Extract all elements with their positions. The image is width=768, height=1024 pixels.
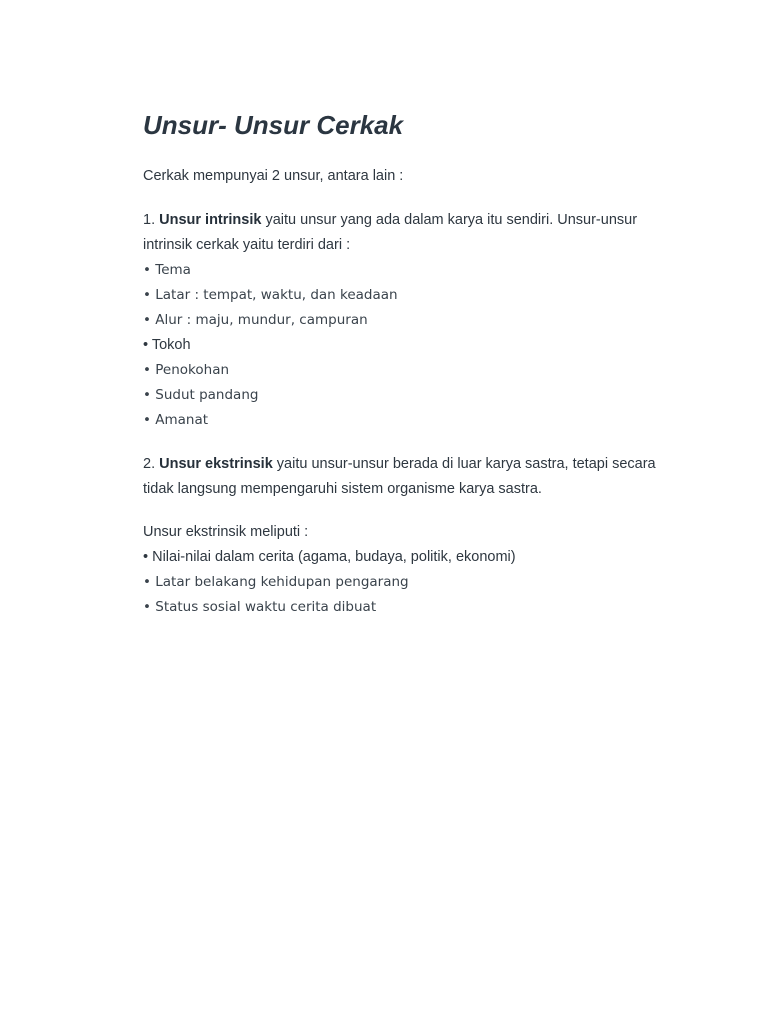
list-item: • Nilai-nilai dalam cerita (agama, budaya, politik, ekonomi) — [143, 549, 516, 565]
list-item: • Tokoh — [143, 337, 191, 353]
intro-text: Cerkak mempunyai 2 unsur, antara lain : — [143, 168, 404, 184]
list-item: • Sudut pandang — [143, 387, 259, 403]
list-item: • Latar : tempat, waktu, dan keadaan — [143, 287, 398, 303]
section-ekstrinsik-list-block — [143, 520, 683, 620]
section-term: Unsur ekstrinsik — [159, 456, 273, 472]
section-intrinsik — [143, 208, 683, 433]
section-term: Unsur intrinsik — [159, 212, 262, 228]
document-content — [143, 108, 683, 620]
list-item: • Amanat — [143, 412, 209, 428]
section-ekstrinsik — [143, 452, 683, 502]
intrinsik-list — [143, 258, 683, 433]
section-number: 2. — [143, 456, 156, 472]
list-item: • Alur : maju, mundur, campuran — [143, 312, 368, 328]
section-intrinsik-paragraph — [143, 208, 683, 258]
list-item: • Tema — [143, 262, 191, 278]
ekstrinsik-list — [143, 545, 683, 620]
section-ekstrinsik-paragraph — [143, 452, 683, 502]
list-item: • Latar belakang kehidupan pengarang — [143, 574, 409, 590]
page-title: Unsur- Unsur Cerkak — [143, 110, 404, 140]
ekstrinsik-subheading: Unsur ekstrinsik meliputi : — [143, 524, 309, 540]
list-item: • Status sosial waktu cerita dibuat — [143, 599, 377, 615]
section-description: yaitu unsur yang ada dalam karya itu sendiri. Unsur-unsur intrinsik cerkak yaitu terdiri dari : — [143, 212, 638, 253]
list-item: • Penokohan — [143, 362, 230, 378]
section-number: 1. — [143, 212, 156, 228]
section-description: yaitu unsur-unsur berada di luar karya sastra, tetapi secara tidak langsung mempengaruhi sistem organisme karya sastra. — [143, 456, 656, 497]
